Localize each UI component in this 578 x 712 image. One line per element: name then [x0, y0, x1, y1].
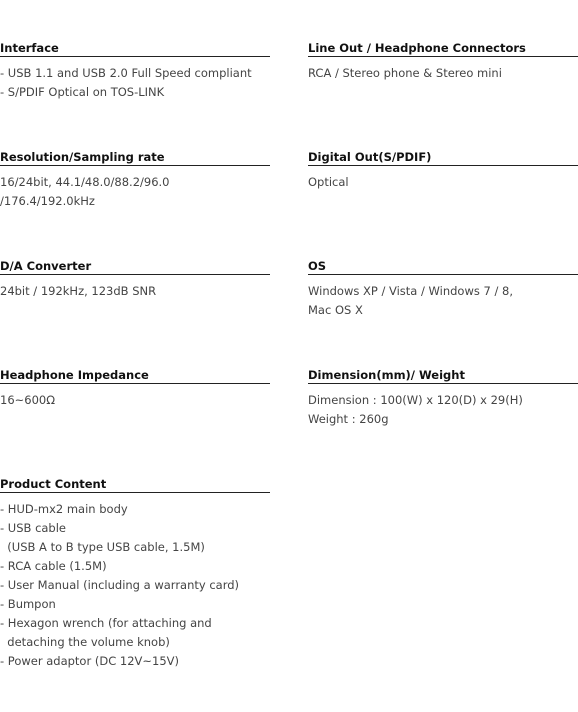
spec-product-content [0, 477, 270, 671]
spec-body [0, 500, 270, 671]
spec-da-converter [0, 259, 270, 301]
spec-title: Interface [0, 41, 270, 57]
spec-title: Headphone Impedance [0, 368, 270, 384]
spec-line: - USB 1.1 and USB 2.0 Full Speed compliant [0, 66, 252, 80]
spec-line: Optical [308, 175, 349, 189]
spec-line: - User Manual (including a warranty card) [0, 578, 240, 592]
spec-title: Product Content [0, 477, 270, 493]
spec-body [308, 64, 578, 83]
spec-digital-out [308, 150, 578, 192]
spec-title: Dimension(mm)/ Weight [308, 368, 578, 384]
spec-title: D/A Converter [0, 259, 270, 275]
spec-line: - RCA cable (1.5M) [0, 559, 107, 573]
spec-line: Windows XP / Vista / Windows 7 / 8, [308, 284, 513, 298]
spec-line: - Bumpon [0, 597, 56, 611]
spec-title: Digital Out(S/PDIF) [308, 150, 578, 166]
spec-line: 24bit / 192kHz, 123dB SNR [0, 284, 157, 298]
spec-body [0, 64, 270, 102]
spec-line: Dimension : 100(W) x 120(D) x 29(H) [308, 393, 523, 407]
spec-body [0, 282, 270, 301]
spec-title: OS [308, 259, 578, 275]
spec-body [308, 282, 578, 320]
spec-headphone-impedance [0, 368, 270, 410]
spec-line: RCA / Stereo phone & Stereo mini [308, 66, 502, 80]
spec-title: Resolution/Sampling rate [0, 150, 270, 166]
spec-line: - USB cable [0, 521, 67, 535]
spec-dimension-weight [308, 368, 578, 429]
spec-line: - S/PDIF Optical on TOS-LINK [0, 85, 165, 99]
spec-body [308, 391, 578, 429]
spec-line: Mac OS X [308, 303, 363, 317]
spec-line: - Hexagon wrench (for attaching and [0, 616, 212, 630]
spec-body [0, 391, 270, 410]
spec-line: Weight : 260g [308, 412, 389, 426]
spec-line: detaching the volume knob) [0, 635, 170, 649]
spec-line: - Power adaptor (DC 12V~15V) [0, 654, 180, 668]
spec-line: /176.4/192.0kHz [0, 194, 95, 208]
spec-title: Line Out / Headphone Connectors [308, 41, 578, 57]
spec-line: - HUD-mx2 main body [0, 502, 128, 516]
spec-line: 16~600Ω [0, 393, 56, 407]
spec-line: 16/24bit, 44.1/48.0/88.2/96.0 [0, 175, 170, 189]
spec-line: (USB A to B type USB cable, 1.5M) [0, 540, 205, 554]
spec-body [308, 173, 578, 192]
spec-line-out [308, 41, 578, 83]
spec-interface [0, 41, 270, 102]
spec-resolution [0, 150, 270, 211]
spec-os [308, 259, 578, 320]
spec-body [0, 173, 270, 211]
